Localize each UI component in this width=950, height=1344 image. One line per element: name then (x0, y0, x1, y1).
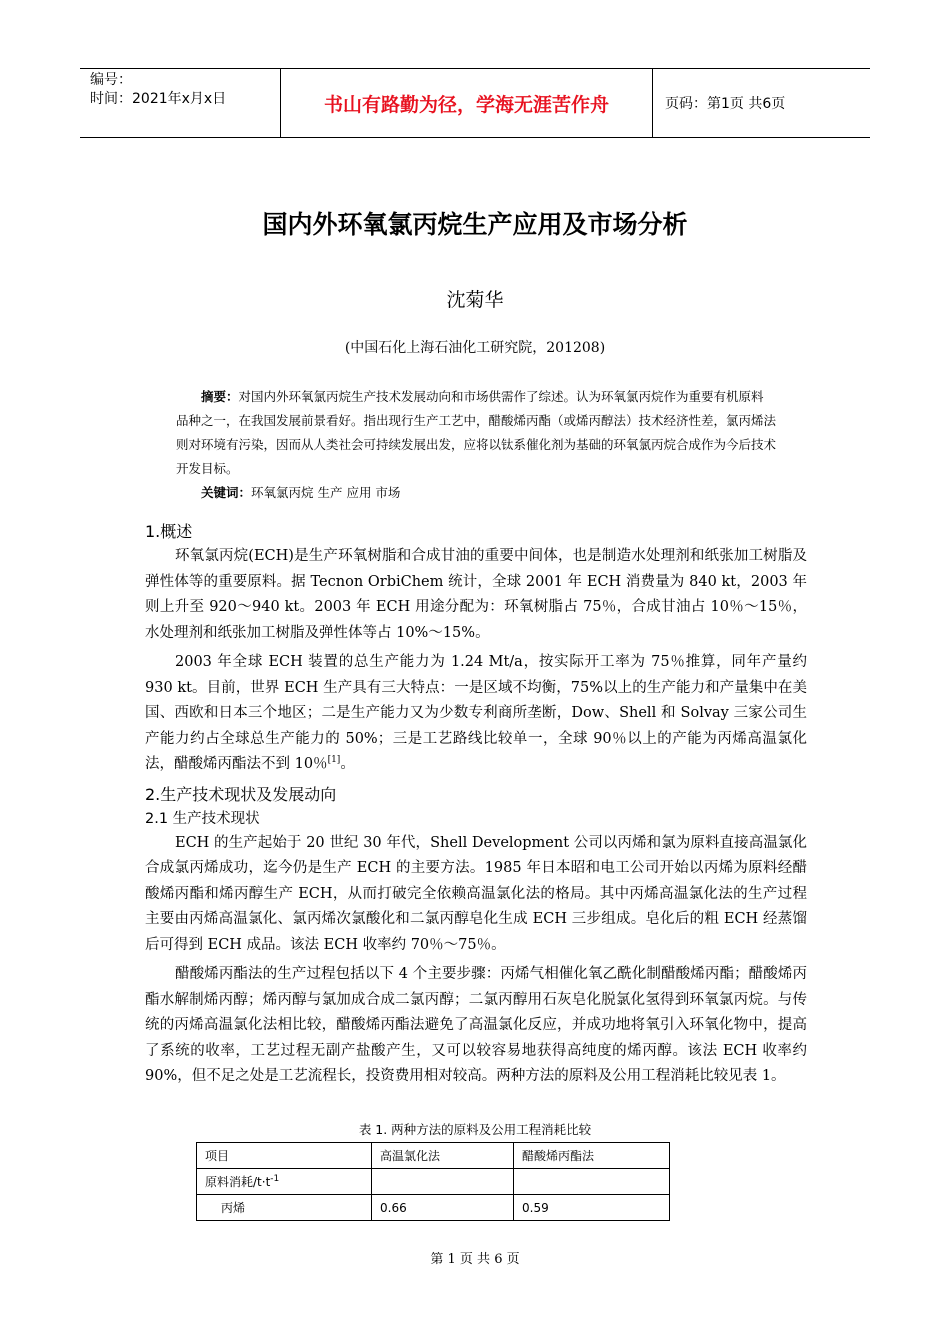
abstract (176, 385, 776, 505)
section-2-title: 2.生产技术现状及发展动向 (145, 784, 337, 804)
table-cell (514, 1169, 670, 1195)
section-1-paragraph-2-text: 2003 年全球 ECH 装置的总生产能力为 1.24 Mt/a，按实际开工率为 75％推算，同年产量约 930 kt。目前，世界 ECH 生产具有三大特点：一是区域不均衡，75%以上的生产能力和产量集中在美国、西欧和日本三个地区；二是生产能力又为少数专利商所垄断，Dow、Shell 和 Solvay 三家公司生产能力约占全球总生产能力的 50%；三是工艺路线比较单一，全球 90％以上的产能为丙烯高温氯化法，醋酸烯丙酯法不到 10％ (145, 654, 807, 772)
table-header-cell: 醋酸烯丙酯法 (514, 1143, 670, 1169)
section-2-1-title: 2.1 生产技术现状 (145, 810, 260, 827)
section-1-paragraph-1: 环氧氯丙烷(ECH)是生产环氧树脂和合成甘油的重要中间体，也是制造水处理剂和纸张加工树脂及弹性体等的重要原料。据 Tecnon OrbiChem 统计，全球 2001 年 ECH 消费量为 840 kt，2003 年则上升至 920～940 kt。2003 年 ECH 用途分配为：环氧树脂占 75％，合成甘油占 10％～15％，水处理剂和纸张加工树脂及弹性体等占 10%～15%。 (145, 548, 807, 641)
table-header-cell: 项目 (197, 1143, 372, 1169)
header-time: 时间：2021年x月x日 (90, 91, 227, 107)
table-cell: 0.66 (372, 1195, 514, 1221)
keywords: 环氧氯丙烷 生产 应用 市场 (251, 485, 401, 500)
table-cell: 丙烯 (197, 1195, 372, 1221)
table-row (197, 1143, 670, 1169)
author: 沈菊华 (446, 289, 504, 311)
abstract-text: 对国内外环氧氯丙烷生产技术发展动向和市场供需作了综述。认为环氧氯丙烷作为重要有机原料品种之一，在我国发展前景看好。指出现行生产工艺中，醋酸烯丙酯（或烯丙醇法）技术经济性差，氯丙烯法则对环境有污染，因而从人类社会可持续发展出发，应将以钛系催化剂为基础的环氧氯丙烷合成作为今后技术开发目标。 (176, 389, 777, 476)
section-1-paragraph-2 (145, 650, 807, 778)
header-page-info: 页码：第1页 共6页 (665, 96, 786, 112)
section-1-title: 1.概述 (145, 522, 193, 541)
table-1-caption: 表 1. 两种方法的原料及公用工程消耗比较 (358, 1122, 592, 1137)
document-header (80, 68, 870, 138)
table-row (197, 1195, 670, 1221)
table-row (197, 1169, 670, 1195)
unit-superscript: -1 (270, 1174, 280, 1184)
header-meta (80, 69, 280, 137)
table-1 (196, 1142, 670, 1221)
keywords-label: 关键词： (201, 485, 252, 500)
section-2-1-paragraph-1: ECH 的生产起始于 20 世纪 30 年代，Shell Development 公司以丙烯和氯为原料直接高温氯化合成氯丙烯成功，迄今仍是生产 ECH 的主要方法。1985 年日本昭和电工公司开始以丙烯为原料经醋酸烯丙酯和烯丙醇生产 ECH，从而打破完全依赖高温氯化法的格局。其中丙烯高温氯化法的生产过程主要由丙烯高温氯化、氯丙烯次氯酸化和二氯丙醇皂化生成 ECH 三步组成。皂化后的粗 ECH 经蒸馏后可得到 ECH 成品。该法 ECH 收率约 70％～75％。 (145, 834, 807, 953)
reference-1: [1] (327, 755, 341, 766)
abstract-label: 摘要： (201, 389, 239, 404)
header-number: 编号： (90, 72, 132, 88)
affiliation: (中国石化上海石油化工研究院，201208) (344, 340, 606, 356)
table-cell: 0.59 (514, 1195, 670, 1221)
page-footer: 第 1 页 共 6 页 (430, 1252, 520, 1267)
table-cell (197, 1169, 372, 1195)
table-header-cell: 高温氯化法 (372, 1143, 514, 1169)
section-1-paragraph-2-end: 。 (340, 756, 355, 772)
table-row-label: 原料消耗/t·t (205, 1175, 271, 1189)
table-cell (372, 1169, 514, 1195)
header-motto: 书山有路勤为径，学海无涯苦作舟 (280, 69, 653, 137)
main-body (145, 519, 807, 1094)
section-2-1-paragraph-2: 醋酸烯丙酯法的生产过程包括以下 4 个主要步骤：丙烯气相催化氧乙酰化制醋酸烯丙酯；醋酸烯丙酯水解制烯丙醇；烯丙醇与氯加成合成二氯丙醇；二氯丙醇用石灰皂化脱氯化氢得到环氧氯丙烷。与传统的丙烯高温氯化法相比较，醋酸烯丙酯法避免了高温氯化反应，并成功地将氧引入环氧化物中，提高了系统的收率，工艺过程无副产盐酸产生，又可以较容易地获得高纯度的烯丙醇。该法 ECH 收率约 90%，但不足之处是工艺流程长，投资费用相对较高。两种方法的原料及公用工程消耗比较见表 1。 (145, 966, 807, 1084)
document-title: 国内外环氧氯丙烷生产应用及市场分析 (262, 210, 688, 239)
